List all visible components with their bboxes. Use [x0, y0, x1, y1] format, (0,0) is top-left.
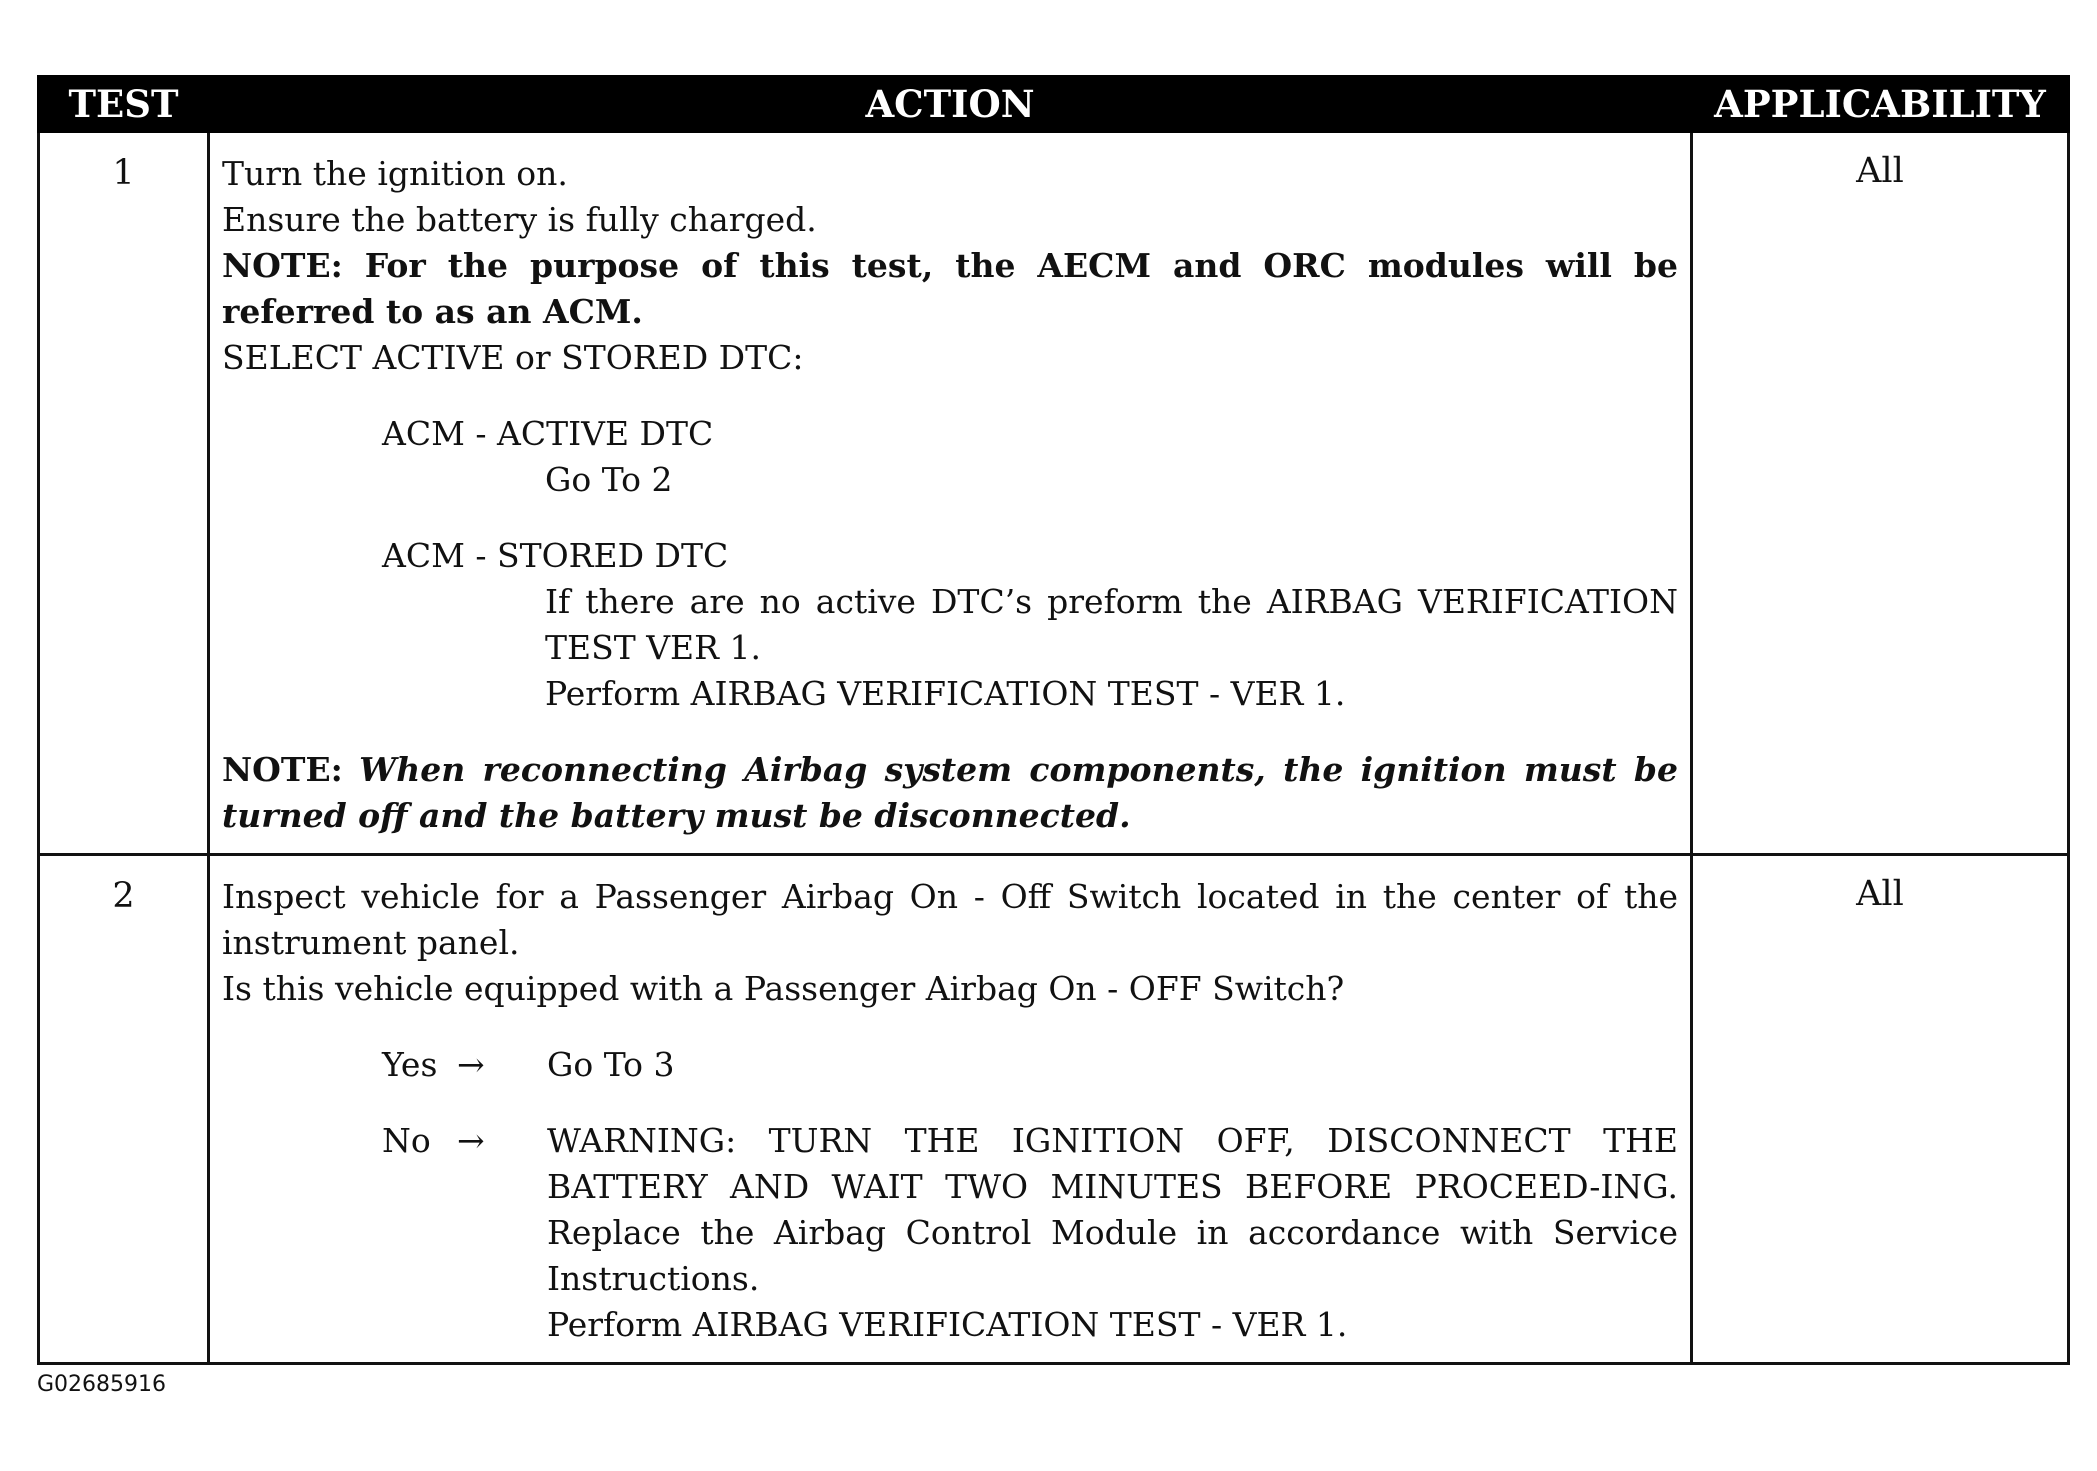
action-text: Ensure the battery is fully charged.	[222, 200, 817, 239]
diagnostic-table	[37, 75, 2070, 1365]
warning-text: WARNING: TURN THE IGNITION OFF, DISCONNECT THE BATTERY AND WAIT TWO MINUTES BEFORE PROCEED-ING. Replace the Airbag Control Module in accordance with Service Instructions.	[547, 1121, 1678, 1298]
note-label: NOTE:	[222, 750, 343, 789]
no-result	[547, 1118, 1678, 1348]
applicability-cell: All	[1692, 855, 2069, 1364]
header-action: ACTION	[209, 77, 1692, 132]
select-instruction: SELECT ACTIVE or STORED DTC:	[222, 338, 804, 377]
test-number-cell: 2	[39, 855, 209, 1364]
option-text: If there are no active DTC’s preform the AIRBAG VERIFICATION TEST VER 1.	[545, 582, 1678, 667]
header-row	[39, 77, 2069, 132]
note-italic-text: When reconnecting Airbag system components, the ignition must be turned off and the battery must be disconnected.	[222, 750, 1678, 835]
header-applicability: APPLICABILITY	[1692, 77, 2069, 132]
option-title: ACM - STORED DTC	[382, 536, 729, 575]
action-cell	[209, 132, 1692, 855]
question-text: Is this vehicle equipped with a Passenger Airbag On - OFF Switch?	[222, 969, 1345, 1008]
warning-note	[222, 747, 1678, 839]
diagnostic-table-container	[37, 75, 2067, 1365]
option-text: Perform AIRBAG VERIFICATION TEST - VER 1.	[545, 674, 1346, 713]
goto-text: Go To 2	[545, 460, 673, 499]
right-arrow-icon: →	[457, 1045, 485, 1084]
applicability-cell: All	[1692, 132, 2069, 855]
option-title: ACM - ACTIVE DTC	[382, 414, 714, 453]
table-row	[39, 855, 2069, 1364]
yes-branch	[222, 1042, 1678, 1088]
figure-id: G02685916	[37, 1372, 167, 1397]
action-text: Turn the ignition on.	[222, 154, 568, 193]
perform-text: Perform AIRBAG VERIFICATION TEST - VER 1.	[547, 1305, 1348, 1344]
action-text: Inspect vehicle for a Passenger Airbag On - Off Switch located in the center of the instrument panel.	[222, 877, 1678, 962]
header-test: TEST	[39, 77, 209, 132]
action-cell	[209, 855, 1692, 1364]
right-arrow-icon: →	[457, 1121, 485, 1160]
yes-result: Go To 3	[547, 1045, 675, 1084]
table-row	[39, 132, 2069, 855]
test-number-cell: 1	[39, 132, 209, 855]
no-branch	[222, 1118, 1678, 1348]
yes-label: Yes	[382, 1045, 438, 1084]
note-text: NOTE: For the purpose of this test, the AECM and ORC modules will be referred to as an ACM.	[222, 246, 1678, 331]
no-label: No	[382, 1121, 431, 1160]
